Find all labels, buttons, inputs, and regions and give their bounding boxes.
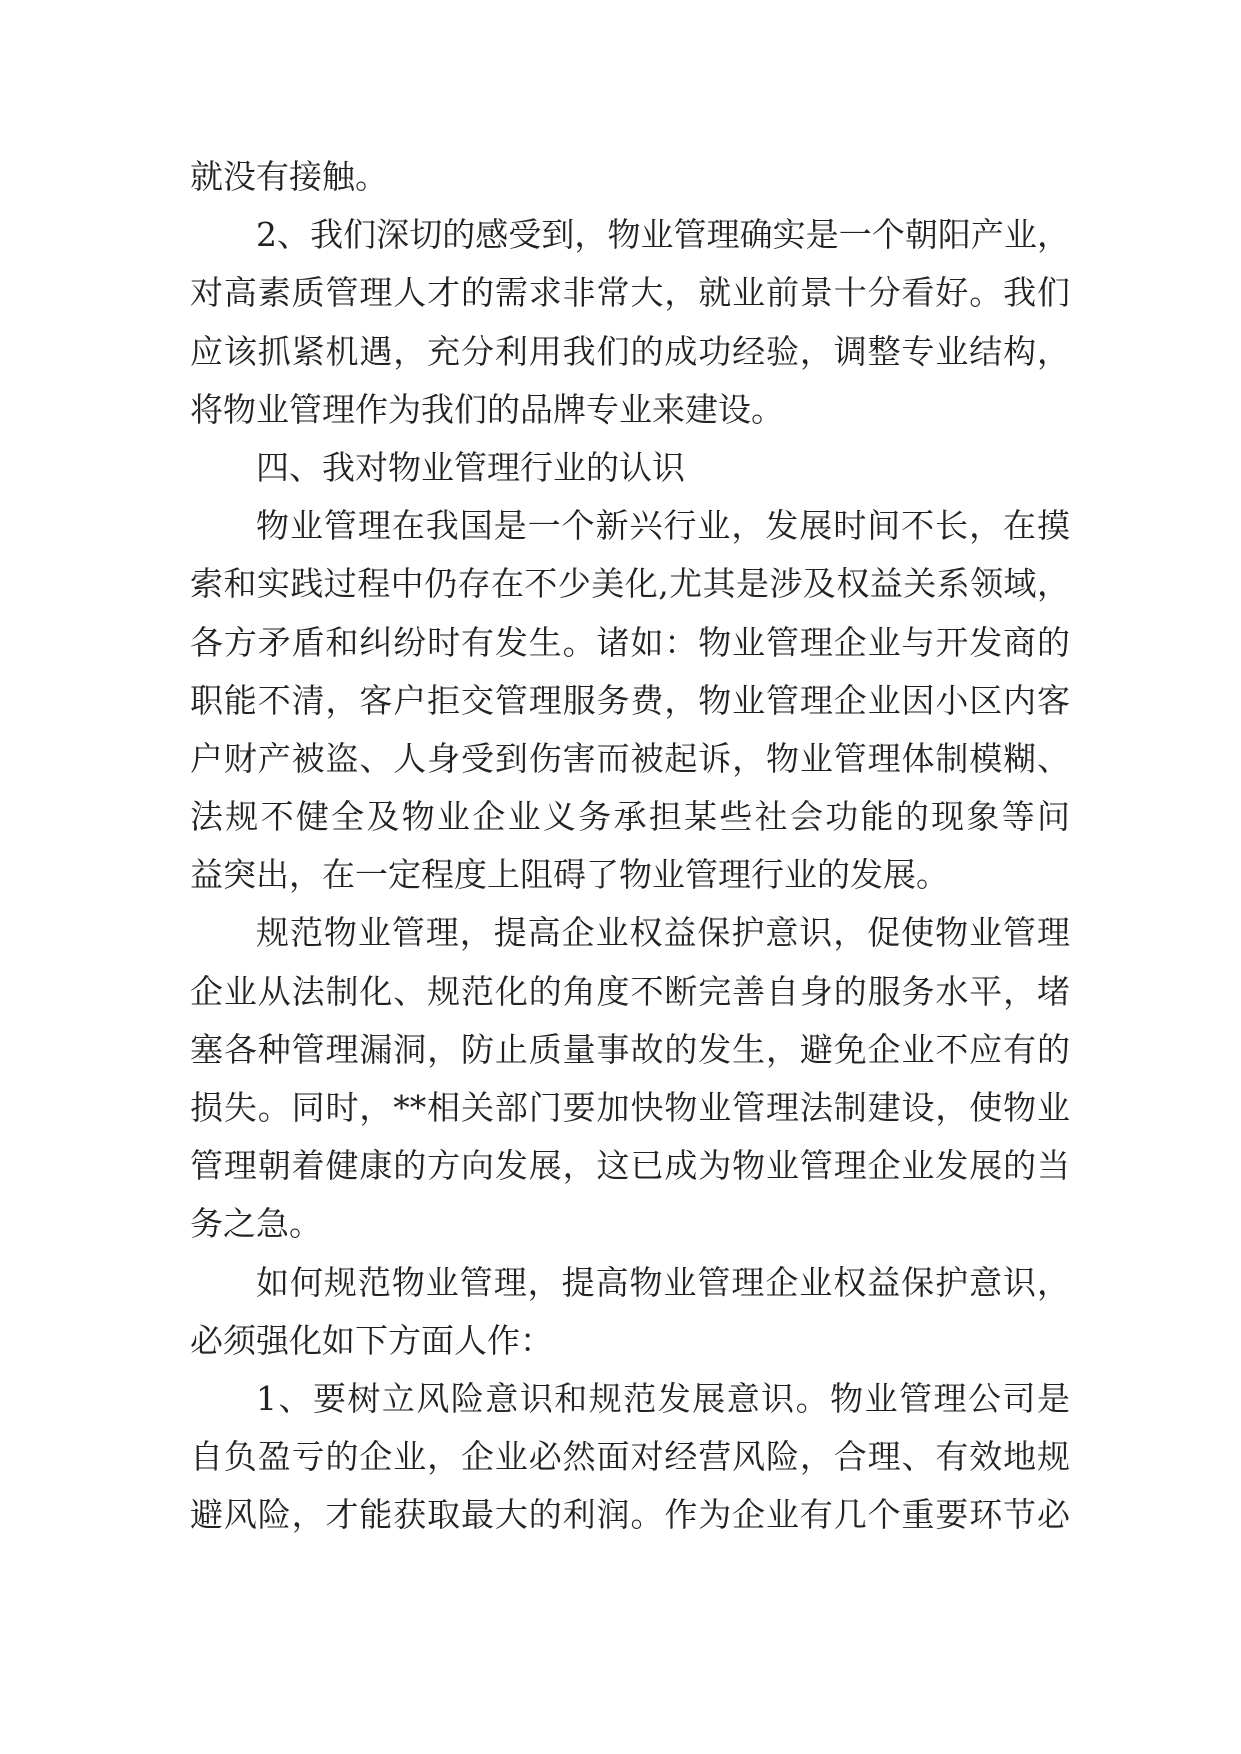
text-line: 规范物业管理，提高企业权益保护意识，促使物业管理 [256, 913, 1070, 953]
text-line: 职能不清，客户拒交管理服务费，物业管理企业因小区内客 [190, 680, 1070, 720]
text-line: 如何规范物业管理，提高物业管理企业权益保护意识， [256, 1262, 1070, 1302]
text-line: 索和实践过程中仍存在不少美化,尤其是涉及权益关系领域， [190, 564, 1070, 604]
text-line: 企业从法制化、规范化的角度不断完善自身的服务水平，堵 [190, 971, 1070, 1011]
text-line: 就没有接触。 [190, 157, 388, 196]
text-line: 管理朝着健康的方向发展，这已成为物业管理企业发展的当 [190, 1146, 1070, 1186]
text-line: 塞各种管理漏洞，防止质量事故的发生，避免企业不应有的 [190, 1029, 1070, 1069]
text-line: 损失。同时，**相关部门要加快物业管理法制建设，使物业 [190, 1088, 1070, 1127]
text-line: 法规不健全及物业企业义务承担某些社会功能的现象等问 [190, 797, 1070, 837]
text-line: 1、要树立风险意识和规范发展意识。物业管理公司是 [256, 1378, 1070, 1418]
text-line: 各方矛盾和纠纷时有发生。诸如：物业管理企业与开发商的 [190, 622, 1070, 662]
text-line: 对高素质管理人才的需求非常大，就业前景十分看好。我们 [190, 273, 1070, 313]
text-line: 益突出，在一定程度上阻碍了物业管理行业的发展。 [190, 855, 949, 895]
text-line: 自负盈亏的企业，企业必然面对经营风险，合理、有效地规 [190, 1437, 1070, 1477]
text-line: 必须强化如下方面人作： [190, 1320, 553, 1360]
text-line: 将物业管理作为我们的品牌专业来建设。 [190, 389, 784, 429]
text-line: 避风险，才能获取最大的利润。作为企业有几个重要环节必 [190, 1495, 1070, 1535]
body-text [190, 148, 1070, 1545]
text-line: 物业管理在我国是一个新兴行业，发展时间不长，在摸 [256, 506, 1070, 546]
text-line: 务之急。 [190, 1204, 322, 1244]
section-heading: 四、我对物业管理行业的认识 [256, 447, 685, 487]
text-line: 应该抓紧机遇，充分利用我们的成功经验，调整专业结构， [190, 331, 1070, 371]
text-line: 2、我们深切的感受到，物业管理确实是一个朝阳产业， [256, 215, 1070, 255]
text-line: 户财产被盗、人身受到伤害而被起诉，物业管理体制模糊、 [190, 738, 1070, 778]
